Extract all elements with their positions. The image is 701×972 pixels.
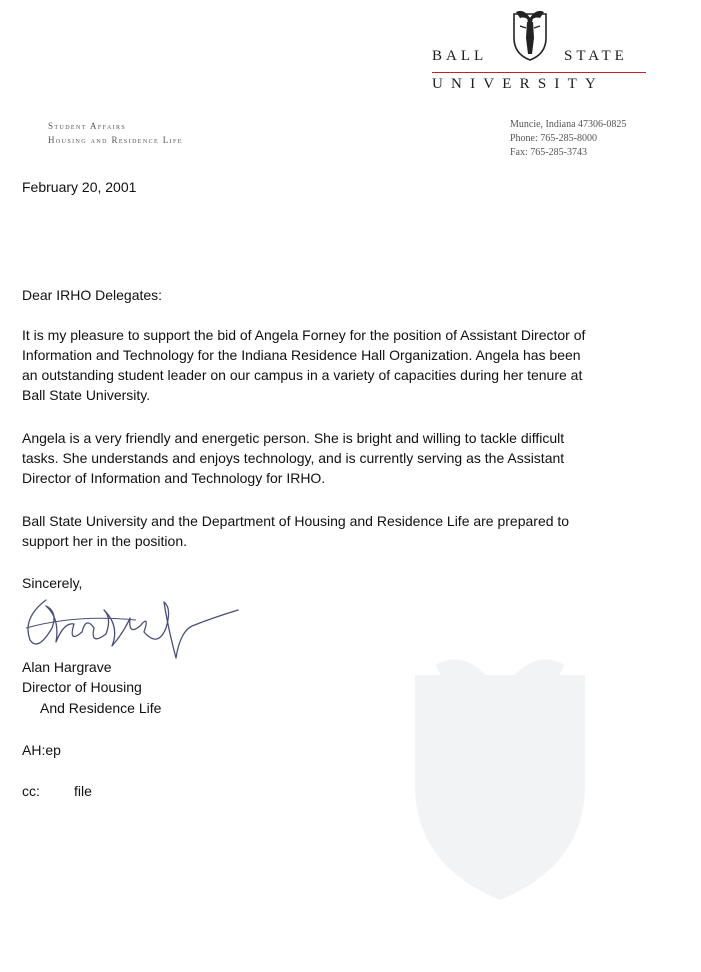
contact-block	[510, 118, 626, 160]
letter-date: February 20, 2001	[22, 179, 137, 195]
phone-line: Phone: 765-285-8000	[510, 133, 597, 144]
closing: Sincerely,	[22, 575, 83, 591]
paragraph-2: Angela is a very friendly and energetic person. She is bright and willing to tackle difficult tasks. She understands and enjoys technology, and is currently serving as the Assistant Director of Information and Technology for IRHO.	[22, 430, 565, 486]
handwritten-signature	[16, 588, 246, 660]
beneficence-statue-icon	[510, 8, 550, 62]
paragraph-1: It is my pleasure to support the bid of Angela Forney for the position of Assistant Director of Information and Technology for the Indiana Residence Hall Organization. Angela has been an outstanding student leader on our campus in a variety of capacities during her tenure at Ball State University.	[22, 327, 586, 403]
beneficence-watermark-icon	[395, 655, 605, 905]
department-block	[48, 119, 183, 147]
department-line1: Student Affairs	[48, 121, 127, 131]
signer-name: Alan Hargrave	[22, 659, 112, 675]
wordmark-state: STATE	[564, 48, 628, 64]
salutation: Dear IRHO Delegates:	[22, 287, 163, 303]
wordmark-ball: BALL	[432, 48, 488, 64]
signer-title-line1: Director of Housing	[22, 679, 142, 695]
cc-label: cc:	[22, 783, 40, 799]
department-line2: Housing and Residence Life	[48, 135, 183, 145]
typist-initials: AH:ep	[22, 742, 61, 758]
paragraph-3: Ball State University and the Department of Housing and Residence Life are prepared to support her in the position.	[22, 513, 570, 549]
fax-line: Fax: 765-285-3743	[510, 147, 587, 158]
cc-value: file	[74, 783, 92, 799]
signer-title-line2: And Residence Life	[40, 700, 162, 716]
wordmark-rule	[432, 72, 646, 73]
wordmark-university: UNIVERSITY	[432, 76, 604, 92]
address-line: Muncie, Indiana 47306-0825	[510, 119, 627, 130]
